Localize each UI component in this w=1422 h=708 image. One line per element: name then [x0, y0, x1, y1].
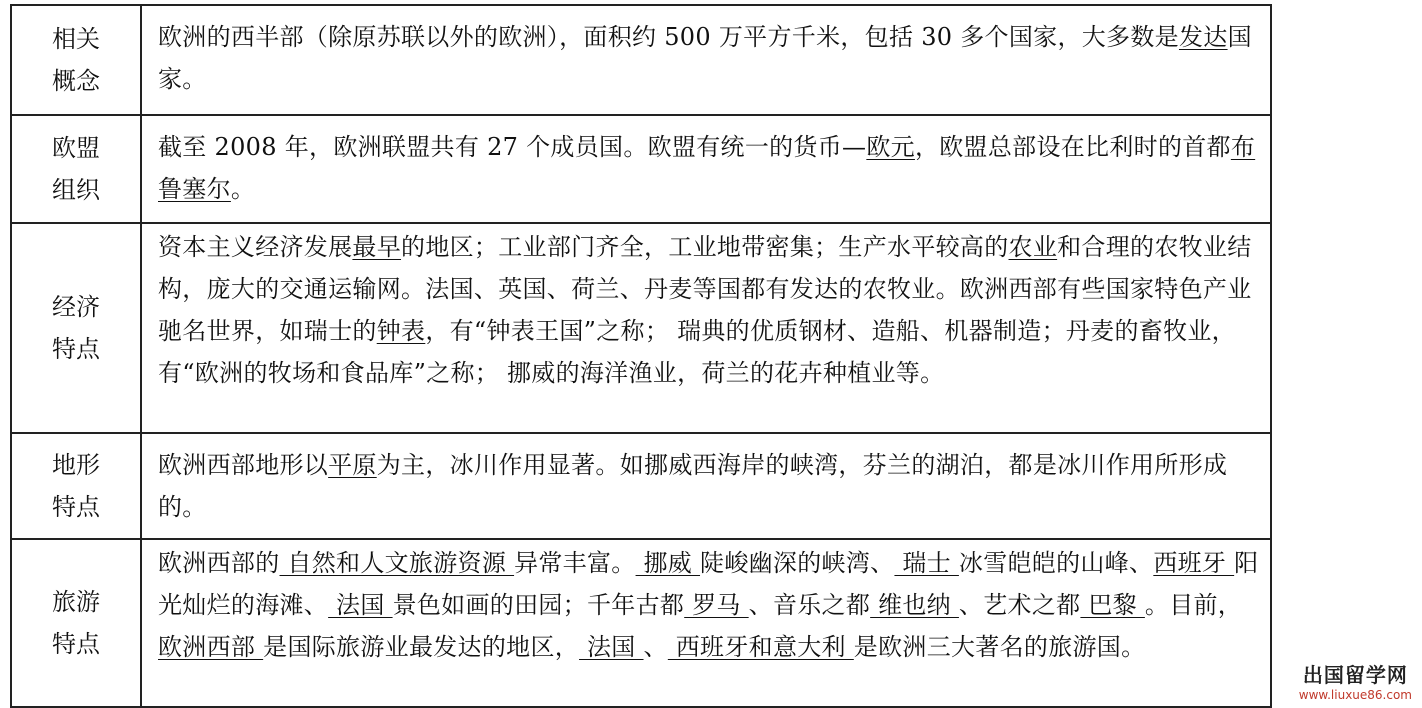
underlined-term: 平原 [328, 451, 377, 479]
row-label [12, 116, 142, 222]
table-row [12, 224, 1270, 434]
text-segment: 欧洲西部的 [158, 549, 280, 577]
row-label [12, 540, 142, 706]
row-label-line: 特点 [52, 630, 100, 658]
text-segment: 的地区；工业部门齐全，工业地带密集；生产水平较高的 [401, 233, 1009, 261]
row-content [142, 540, 1270, 706]
text-segment: 异常丰富。 [514, 549, 636, 577]
row-label [12, 434, 142, 538]
underlined-term: 自然和人文旅游资源 [279, 549, 515, 577]
row-content [142, 116, 1270, 222]
text-segment: 国家。 [158, 23, 1252, 93]
row-content [142, 434, 1270, 538]
table-row [12, 540, 1270, 708]
row-content [142, 224, 1270, 432]
row-content [142, 6, 1270, 114]
underlined-term: 巴黎 [1080, 591, 1145, 619]
text-segment: 景色如画的田园；千年古都 [392, 591, 685, 619]
row-label-line: 概念 [52, 67, 100, 95]
text-segment: 欧洲的西半部（除原苏联以外的欧洲），面积约 500 万平方千米，包括 30 多个国家，大多数是 [158, 23, 1179, 51]
text-segment: 陡峻幽深的峡湾、 [700, 549, 895, 577]
text-segment: ，欧盟总部设在比利时的首都 [914, 133, 1231, 161]
table-row [12, 6, 1270, 116]
text-segment: 冰雪皑皑的山峰、 [958, 549, 1154, 577]
text-segment: 和合理的农牧业结构，庞大的交通运输网。法国、英国、荷兰、丹麦等国都有发达的农牧业。欧洲西部有些国家特色产业驰名世界，如瑞士的 [158, 233, 1252, 345]
table-row [12, 434, 1270, 540]
text-segment: 。目前， [1144, 591, 1243, 619]
row-label-line: 旅游 [52, 588, 100, 616]
underlined-term: 最早 [352, 233, 402, 261]
row-label-line: 欧盟 [52, 134, 100, 162]
underlined-term: 西班牙和意大利 [667, 633, 854, 661]
row-label-line: 相关 [52, 25, 100, 53]
underlined-term: 欧洲西部 [158, 633, 264, 661]
text-segment: 是欧洲三大著名的旅游国。 [853, 633, 1146, 661]
site-watermark [1299, 659, 1412, 702]
text-segment: 阳光灿烂的海滩、 [158, 549, 1259, 619]
underlined-term: 法国 [328, 591, 393, 619]
underlined-term: 欧元 [866, 133, 915, 161]
watermark-title: 出国留学网 [1302, 663, 1408, 687]
text-segment: 是国际旅游业最发达的地区， [263, 633, 580, 661]
row-label-line: 特点 [52, 493, 100, 521]
underlined-term: 布鲁塞尔 [158, 133, 1256, 203]
table-row [12, 116, 1270, 224]
text-segment: 、 [643, 633, 668, 661]
text-segment: 截至 2008 年，欧洲联盟共有 27 个成员国。欧盟有统一的货币— [158, 133, 867, 161]
underlined-term: 法国 [579, 633, 644, 661]
row-label [12, 6, 142, 114]
geography-table [10, 4, 1272, 708]
row-label-line: 特点 [52, 335, 100, 363]
row-label [12, 224, 142, 432]
text-segment: 欧洲西部地形以 [158, 451, 329, 479]
underlined-term: 西班牙 [1153, 549, 1235, 577]
text-segment: 、音乐之都 [748, 591, 871, 619]
underlined-term: 农业 [1008, 233, 1058, 261]
underlined-term: 罗马 [684, 591, 749, 619]
underlined-term: 钟表 [376, 317, 426, 345]
row-label-line: 组织 [52, 176, 100, 204]
underlined-term: 瑞士 [894, 549, 959, 577]
text-segment: 为主，冰川作用显著。如挪威西海岸的峡湾，芬兰的湖泊，都是冰川作用所形成的。 [158, 451, 1228, 521]
row-label-line: 地形 [52, 451, 100, 479]
watermark-url: www.liuxue86.com [1298, 688, 1412, 702]
row-label-line: 经济 [52, 293, 100, 321]
text-segment: 、艺术之都 [958, 591, 1081, 619]
underlined-term: 发达 [1178, 23, 1228, 51]
text-segment: 资本主义经济发展 [158, 233, 353, 261]
underlined-term: 维也纳 [870, 591, 959, 619]
text-segment: 。 [230, 175, 256, 203]
underlined-term: 挪威 [635, 549, 701, 577]
text-segment: ，有“钟表王国”之称； 瑞典的优质钢材、造船、机器制造；丹麦的畜牧业，有“欧洲的牧场和食品库”之称； 挪威的海洋渔业，荷兰的花卉种植业等。 [158, 317, 1236, 387]
